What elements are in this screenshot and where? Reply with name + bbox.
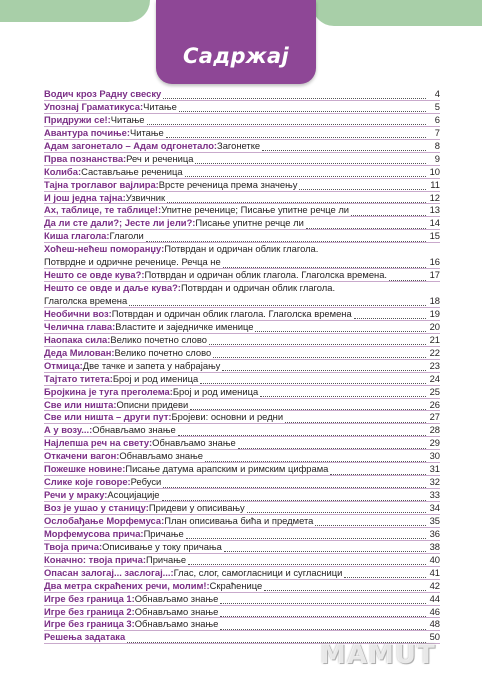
toc-entry-topic: Причање [145, 553, 187, 565]
toc-entry[interactable] [44, 243, 440, 256]
toc-dot-leader [190, 402, 426, 410]
toc-entry[interactable] [44, 386, 440, 399]
toc-entry-title: Адам загонетало – Адам одгонетало: [44, 139, 218, 151]
toc-dot-leader [185, 169, 426, 177]
toc-dot-leader [186, 531, 426, 539]
toc-page-number: 10 [429, 165, 440, 177]
toc-entry[interactable] [44, 308, 440, 321]
toc-page-number: 11 [430, 178, 440, 190]
toc-entry-title: А у возу...: [44, 424, 93, 436]
toc-entry[interactable] [44, 618, 440, 631]
toc-entry-title: Два метра скраћених речи, молим!: [44, 579, 210, 591]
toc-entry[interactable] [44, 295, 440, 308]
toc-entry-topic: Описни придеви [116, 398, 189, 410]
toc-dot-leader [306, 221, 426, 229]
toc-entry-title: Све или ништа – други пут: [44, 411, 172, 423]
toc-page-number: 44 [429, 592, 440, 604]
toc-entry[interactable] [44, 88, 440, 101]
toc-dot-leader [223, 260, 426, 268]
toc-page-number: 36 [429, 527, 440, 539]
toc-dot-leader [389, 273, 426, 281]
toc-page-number: 42 [429, 579, 440, 591]
toc-entry-topic: Ребуси [130, 476, 162, 488]
toc-page-number: 13 [429, 204, 440, 216]
toc-entry-topic: Потврдан и одричан облик глагола. [164, 243, 319, 255]
toc-entry-title: Нешто се овде кува?: [44, 269, 145, 281]
toc-dot-leader [285, 415, 426, 423]
toc-page-number: 27 [429, 411, 440, 423]
toc-page-number: 32 [429, 476, 440, 488]
toc-entry[interactable] [44, 140, 440, 153]
toc-entry-title: Придружи се!: [44, 113, 111, 125]
toc-entry-topic: Две тачке и запета у набрајању [82, 359, 221, 371]
toc-entry-topic: Обнављамо знање [134, 605, 219, 617]
toc-entry-title: Тајна троглавог вајлира: [44, 178, 159, 190]
toc-entry-title: Авантура почиње: [44, 126, 130, 138]
toc-entry-title: Најлепша реч на свету: [44, 437, 153, 449]
toc-entry[interactable] [44, 153, 440, 166]
toc-entry[interactable] [44, 424, 440, 437]
toc-page-number: 16 [429, 256, 440, 268]
toc-page-number: 12 [429, 191, 440, 203]
toc-entry[interactable] [44, 217, 440, 230]
toc-dot-leader [147, 117, 426, 125]
toc-entry-title: Воз је ушао у станицу: [44, 502, 149, 513]
toc-page-number: 41 [429, 566, 440, 578]
toc-entry-topic: Властите и заједничке именице [115, 320, 254, 332]
toc-entry-topic: Потврдан и одричан облик глагола. Глаголска времена [111, 307, 352, 319]
toc-entry-topic: Глаголи [109, 230, 144, 242]
toc-page-number: 9 [434, 152, 440, 164]
toc-entry[interactable] [44, 567, 440, 580]
toc-entry[interactable] [44, 334, 440, 347]
toc-entry[interactable] [44, 101, 440, 114]
toc-dot-leader [260, 389, 426, 397]
toc-entry-topic: Писање упитне речце ли [195, 217, 304, 229]
toc-dot-leader [344, 570, 426, 578]
toc-entry-topic: План описивања бића и предмета [164, 514, 314, 526]
toc-entry-topic: Глаголска времена [44, 295, 128, 306]
toc-entry-topic: Читање [143, 100, 177, 112]
toc-entry-topic: Писање датума арапским и римским цифрама [125, 463, 329, 475]
toc-page-number: 34 [429, 502, 440, 513]
toc-entry[interactable] [44, 360, 440, 373]
toc-page-number: 50 [429, 631, 440, 643]
toc-page-number: 48 [429, 618, 440, 630]
toc-page-number: 19 [429, 307, 440, 319]
toc-entry[interactable] [44, 411, 440, 424]
toc-entry-topic: Глас, слог, самогласници и сугласници [173, 566, 343, 578]
toc-page-number: 18 [429, 295, 440, 306]
watermark-logo: MAMUT [320, 640, 436, 670]
toc-entry-title: Твоја прича: [44, 540, 103, 552]
toc-entry[interactable] [44, 347, 440, 360]
toc-entry-topic: Узвичник [125, 191, 166, 203]
toc-entry[interactable] [44, 593, 440, 606]
toc-page-number: 46 [429, 605, 440, 617]
toc-entry-topic: Причање [143, 527, 184, 539]
toc-page-number: 30 [429, 450, 440, 462]
toc-page-number: 14 [429, 217, 440, 229]
toc-entry[interactable] [44, 179, 440, 192]
toc-entry-title: Решења задатака [44, 631, 126, 643]
toc-entry[interactable] [44, 541, 440, 554]
toc-dot-leader [179, 104, 426, 112]
toc-dot-leader [264, 583, 426, 591]
toc-entry-title: Игре без граница 3: [44, 618, 135, 630]
toc-entry-topic: Асоцијације [107, 489, 160, 501]
toc-entry-topic: Упитне реченице; Писање упитне речце ли [161, 204, 350, 216]
toc-dot-leader [351, 208, 426, 216]
toc-entry-topic: Скраћенице [209, 579, 263, 591]
toc-entry-topic: Потврдан и одричан облик глагола. [180, 282, 336, 294]
toc-entry-topic: Обнављамо знање [152, 437, 236, 449]
table-of-contents [44, 88, 440, 644]
toc-entry-topic: Потврдан и одричан облик глагола. Глаголска времена. [144, 269, 388, 281]
toc-page-number: 4 [434, 88, 440, 99]
toc-page-number: 40 [429, 553, 440, 565]
toc-dot-leader [178, 428, 426, 436]
toc-entry-topic: Обнављамо знање [134, 592, 219, 604]
toc-entry-topic: Број и род именица [172, 385, 259, 397]
toc-entry-title: Упознај Граматикуса: [44, 100, 144, 112]
toc-dot-leader [220, 622, 426, 630]
toc-entry-title: Бројкина је туга преголема: [44, 385, 173, 397]
toc-entry-title: Ах, таблице, те таблице!: [44, 204, 162, 216]
toc-dot-leader [315, 518, 426, 526]
toc-entry-title: Да ли сте дали?; Јесте ли јели?: [44, 217, 196, 229]
toc-entry-title: Наопака сила: [44, 333, 111, 345]
toc-dot-leader [330, 467, 426, 475]
toc-page-number: 15 [429, 230, 440, 242]
toc-entry-topic: Обнављамо знање [134, 618, 219, 630]
toc-dot-leader [163, 91, 426, 99]
toc-entry-topic: Читање [129, 126, 164, 138]
toc-dot-leader [200, 376, 426, 384]
toc-entry[interactable] [44, 282, 440, 295]
toc-entry[interactable] [44, 114, 440, 127]
toc-dot-leader [213, 350, 426, 358]
toc-entry-topic: Велико почетно слово [114, 346, 212, 358]
toc-dot-leader [129, 298, 426, 306]
toc-entry-topic: Описивање у току причања [102, 540, 222, 552]
toc-dot-leader [262, 143, 426, 151]
toc-dot-leader [163, 480, 426, 488]
top-right-green-band [312, 0, 482, 26]
toc-entry-topic: Број и род именица [112, 372, 199, 384]
toc-entry-title: И још једна тајна: [44, 191, 126, 203]
toc-entry-title: Ослобађање Морфемуса: [44, 514, 165, 526]
toc-dot-leader [220, 596, 426, 604]
toc-entry-title: Коначно: твоја прича: [44, 553, 146, 565]
toc-entry-title: Нешто се овде и даље кува?: [44, 282, 181, 294]
toc-entry[interactable] [44, 580, 440, 593]
toc-entry-topic: Велико почетно слово [110, 333, 207, 345]
toc-entry[interactable] [44, 230, 440, 243]
toc-page-number: 29 [429, 437, 440, 449]
toc-dot-leader [238, 441, 426, 449]
toc-page-number: 17 [429, 269, 440, 281]
toc-dot-leader [205, 454, 426, 462]
toc-page-number: 6 [434, 113, 440, 125]
toc-dot-leader [222, 363, 426, 371]
toc-dot-leader [195, 156, 426, 164]
toc-entry-topic: Загонетке [217, 139, 261, 151]
toc-page-number: 28 [429, 424, 440, 436]
toc-entry[interactable] [44, 528, 440, 541]
toc-entry-title: Морфемусова прича: [44, 527, 144, 539]
toc-entry[interactable] [44, 399, 440, 412]
toc-page-number: 26 [429, 398, 440, 410]
page-title: Садржај [183, 44, 289, 68]
toc-entry[interactable] [44, 256, 440, 269]
toc-entry[interactable] [44, 321, 440, 334]
toc-entry-topic: Потврдне и одричне реченице. Речца не [44, 256, 221, 268]
toc-dot-leader [188, 557, 426, 565]
toc-entry[interactable] [44, 166, 440, 179]
toc-entry-title: Слике које говоре: [44, 476, 131, 488]
toc-entry[interactable] [44, 476, 440, 489]
toc-entry-topic: Читање [110, 113, 145, 125]
toc-entry-title: Водич кроз Радну свеску [44, 88, 162, 99]
toc-page-number: 38 [429, 540, 440, 552]
toc-entry-title: Отмица: [44, 359, 83, 371]
toc-entry[interactable] [44, 489, 440, 502]
toc-page-number: 35 [429, 514, 440, 526]
toc-page-number: 33 [429, 489, 440, 501]
toc-entry-title: Деда Милован: [44, 346, 115, 358]
toc-page-number: 22 [429, 346, 440, 358]
toc-dot-leader [247, 505, 426, 513]
toc-entry-topic: Придеви у описивању [148, 502, 245, 513]
toc-entry-title: Игре без граница 2: [44, 605, 135, 617]
toc-page-number: 21 [429, 333, 440, 345]
toc-page-number: 5 [434, 100, 440, 112]
toc-dot-leader [166, 130, 426, 138]
toc-dot-leader [224, 544, 426, 552]
toc-entry-title: Колиба: [44, 165, 82, 177]
toc-entry-title: Необични воз: [44, 307, 112, 319]
toc-entry-title: Опасан залогај... заслогај...: [44, 566, 174, 578]
toc-entry-topic: Врсте реченица према значењу [158, 178, 298, 190]
toc-entry-title: Откачени вагон: [44, 450, 120, 462]
toc-entry-topic: Бројеви: основни и редни [171, 411, 284, 423]
toc-dot-leader [255, 324, 426, 332]
toc-dot-leader [167, 195, 426, 203]
toc-page-number: 31 [429, 463, 440, 475]
toc-entry[interactable] [44, 127, 440, 140]
toc-entry[interactable] [44, 437, 440, 450]
toc-dot-leader [220, 609, 426, 617]
toc-entry-topic: Реч и реченица [126, 152, 194, 164]
toc-entry[interactable] [44, 502, 440, 515]
toc-entry[interactable] [44, 463, 440, 476]
toc-entry[interactable] [44, 373, 440, 386]
toc-entry[interactable] [44, 269, 440, 282]
toc-entry[interactable] [44, 554, 440, 567]
toc-entry-title: Тајтато титета: [44, 372, 113, 384]
toc-entry-title: Игре без граница 1: [44, 592, 135, 604]
toc-dot-leader [146, 234, 426, 242]
toc-entry-title: Челична глава: [44, 320, 116, 332]
toc-entry[interactable] [44, 606, 440, 619]
toc-page-number: 7 [434, 126, 440, 138]
top-left-green-band [0, 0, 150, 22]
toc-entry-topic: Састављање реченица [81, 165, 183, 177]
toc-entry-topic: Обнављамо знање [92, 424, 176, 436]
toc-entry[interactable] [44, 192, 440, 205]
toc-entry-title: Хоћеш-нећеш поморанџу: [44, 243, 165, 255]
toc-page-number: 25 [429, 385, 440, 397]
toc-entry-title: Прва познанства: [44, 152, 127, 164]
toc-entry[interactable] [44, 450, 440, 463]
toc-page-number: 8 [434, 139, 440, 151]
toc-dot-leader [299, 182, 426, 190]
toc-entry[interactable] [44, 515, 440, 528]
toc-entry-topic: Обнављамо знање [119, 450, 203, 462]
toc-page-number: 20 [429, 320, 440, 332]
toc-page-number: 24 [429, 372, 440, 384]
toc-entry-title: Пожешке новине: [44, 463, 126, 475]
toc-dot-leader [162, 493, 427, 501]
toc-entry-title: Киша глагола: [44, 230, 110, 242]
toc-dot-leader [354, 311, 426, 319]
toc-page-number: 23 [429, 359, 440, 371]
toc-dot-leader [209, 337, 426, 345]
title-tab [156, 0, 316, 84]
toc-entry[interactable] [44, 204, 440, 217]
toc-entry-title: Све или ништа: [44, 398, 117, 410]
toc-entry-title: Речи у мраку: [44, 489, 108, 501]
